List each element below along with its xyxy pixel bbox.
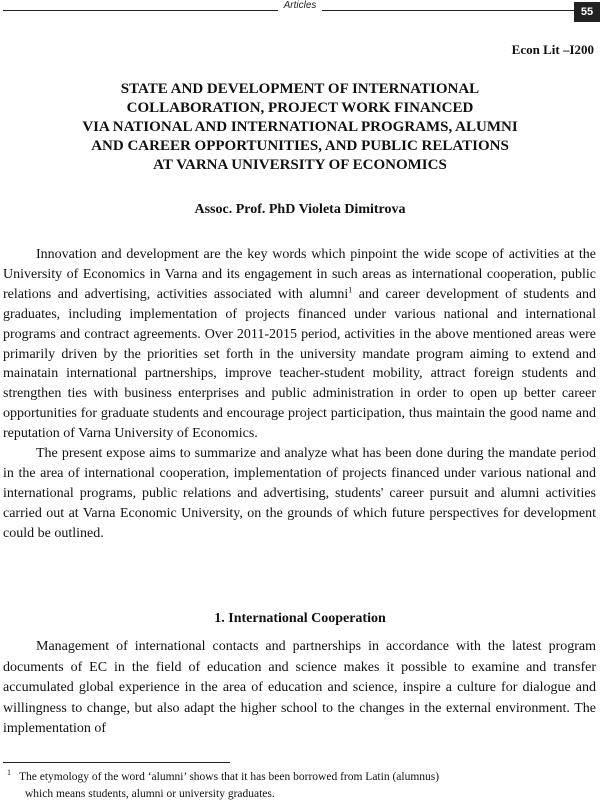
footnote-mark: 1 — [7, 768, 11, 777]
running-title: Articles — [278, 0, 323, 11]
paragraph-2: The present expose aims to summarize and analyze what has been done during the mandate period in the area of international cooperation, implementation of projects financed under various national and international programs, public relations and advertising, students' career pursuit and alumni activities carried out at Varna Economic University, on the grounds of which future perspectives for development could be outlined. — [3, 446, 596, 541]
footnote — [3, 764, 596, 803]
footnote-reference[interactable]: 1 — [348, 285, 353, 295]
econlit-code: Econ Lit –I200 — [511, 42, 594, 57]
article-title — [20, 80, 580, 175]
title-line-4: AND CAREER OPPORTUNITIES, AND PUBLIC RELATIONS — [91, 138, 509, 154]
title-line-3: VIA NATIONAL AND INTERNATIONAL PROGRAMS, ALUMNI — [82, 119, 518, 135]
title-line-1: STATE AND DEVELOPMENT OF INTERNATIONAL — [120, 81, 480, 97]
author-name: Assoc. Prof. PhD Violeta Dimitrova — [194, 202, 406, 217]
footnote-rule — [3, 762, 230, 763]
footnote-text-1: The etymology of the word ‘alumni’ shows that it has been borrowed from Latin (alumnus) — [19, 770, 440, 783]
intro-body — [3, 245, 596, 544]
title-line-5: AT VARNA UNIVERSITY OF ECONOMICS — [153, 157, 447, 173]
paragraph-1 — [3, 245, 596, 444]
paragraph-1-part-a: Innovation and development are the key words which pinpoint the wide scope of activities at the University of Economics in Varna and its engagement in such areas as international cooperation, public relations and advertising, activities associated with alumni — [3, 247, 596, 302]
footnote-line-2: which means students, alumni or university graduates. — [25, 787, 275, 800]
running-header — [0, 0, 600, 12]
section-1-body — [3, 637, 596, 740]
title-line-2: COLLABORATION, PROJECT WORK FINANCED — [126, 100, 474, 116]
paragraph-3: Management of international contacts and partnerships in accordance with the latest program documents of EC in the field of education and science makes it possible to examine and transfer accumulated global experience in the area of education and science, inspire a culture for dialogue and willingness to change, but also adapt the higher school to the changes in the external environment. The implementation of — [3, 639, 596, 736]
page-number: 55 — [574, 2, 600, 22]
footnote-line-1 — [3, 764, 596, 786]
section-heading-international-cooperation: 1. International Cooperation — [214, 611, 386, 626]
paragraph-1-part-b: and career development of students and graduates, including implementation of projects financed under various national and international programs and contract agreements. Over 2011-2015 period, activities in the above mentioned areas were primarily driven by the priorities set forth in the university mandate program aiming to extend and mainatain international partnerships, improve teacher-student mobility, attract foreign students and strengthen ties with business enterprises and public administration in order to open up better career opportunities for graduate students and encourage project participation, thus maintain the good name and reputation of Varna University of Economics. — [3, 286, 596, 442]
